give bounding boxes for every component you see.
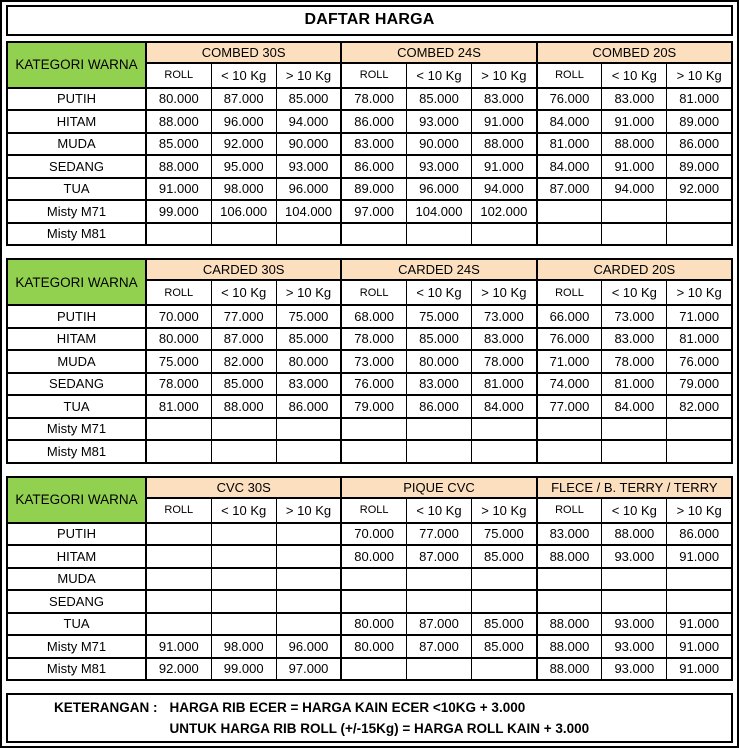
table-row xyxy=(7,178,732,201)
subheader-cell: ROLL xyxy=(537,280,602,305)
price-cell: 91.000 xyxy=(146,635,211,658)
subheader-cell: > 10 Kg xyxy=(667,498,732,523)
price-cell xyxy=(667,200,732,223)
price-cell: 87.000 xyxy=(537,178,602,201)
price-cell: 85.000 xyxy=(472,545,537,568)
price-cell: 80.000 xyxy=(276,350,341,373)
price-cell: 94.000 xyxy=(602,178,667,201)
price-cell xyxy=(146,568,211,591)
subheader-cell: > 10 Kg xyxy=(667,280,732,305)
price-cell: 83.000 xyxy=(602,88,667,111)
price-cell xyxy=(472,590,537,613)
price-cell: 91.000 xyxy=(602,110,667,133)
price-cell xyxy=(276,568,341,591)
subheader-cell: > 10 Kg xyxy=(472,280,537,305)
subheader-cell: ROLL xyxy=(341,280,406,305)
price-cell: 81.000 xyxy=(146,395,211,418)
price-cell: 92.000 xyxy=(211,133,276,156)
price-cell: 70.000 xyxy=(341,523,406,546)
color-category-label: HITAM xyxy=(7,328,146,351)
price-cell xyxy=(602,440,667,463)
price-cell: 104.000 xyxy=(406,200,471,223)
price-table-combed xyxy=(6,41,733,247)
price-cell xyxy=(602,223,667,246)
price-cell xyxy=(406,658,471,681)
price-cell: 93.000 xyxy=(602,658,667,681)
price-cell: 89.000 xyxy=(667,155,732,178)
price-cell xyxy=(276,590,341,613)
price-cell xyxy=(341,223,406,246)
table-row xyxy=(7,305,732,328)
price-cell: 66.000 xyxy=(537,305,602,328)
price-cell: 83.000 xyxy=(406,373,471,396)
price-cell xyxy=(146,523,211,546)
price-cell: 79.000 xyxy=(667,373,732,396)
price-cell: 75.000 xyxy=(472,523,537,546)
category-header-cell: KATEGORI WARNA xyxy=(7,42,146,88)
price-cell: 91.000 xyxy=(146,178,211,201)
price-cell: 102.000 xyxy=(472,200,537,223)
price-table xyxy=(6,41,733,247)
price-cell: 79.000 xyxy=(341,395,406,418)
price-cell: 81.000 xyxy=(472,373,537,396)
price-cell: 70.000 xyxy=(146,305,211,328)
subheader-cell: > 10 Kg xyxy=(276,498,341,523)
price-cell xyxy=(472,568,537,591)
price-cell xyxy=(537,200,602,223)
table-row xyxy=(7,133,732,156)
price-cell: 83.000 xyxy=(602,328,667,351)
table-row xyxy=(7,110,732,133)
price-cell xyxy=(211,568,276,591)
price-cell xyxy=(341,568,406,591)
price-cell: 88.000 xyxy=(537,635,602,658)
table-row xyxy=(7,223,732,246)
table-row xyxy=(7,395,732,418)
table-row xyxy=(7,440,732,463)
price-cell: 71.000 xyxy=(537,350,602,373)
color-category-label: MUDA xyxy=(7,568,146,591)
subheader-cell: ROLL xyxy=(341,63,406,88)
price-cell: 99.000 xyxy=(211,658,276,681)
price-cell: 77.000 xyxy=(406,523,471,546)
price-cell xyxy=(472,440,537,463)
subheader-cell: > 10 Kg xyxy=(472,63,537,88)
color-category-label: HITAM xyxy=(7,545,146,568)
price-cell: 81.000 xyxy=(537,133,602,156)
price-cell xyxy=(146,613,211,636)
price-cell xyxy=(341,440,406,463)
price-cell: 88.000 xyxy=(146,110,211,133)
notes-label: KETERANGAN : xyxy=(54,700,158,715)
color-category-label: PUTIH xyxy=(7,88,146,111)
price-cell: 97.000 xyxy=(341,200,406,223)
title-box xyxy=(6,5,733,36)
price-cell: 73.000 xyxy=(602,305,667,328)
color-category-label: Misty M81 xyxy=(7,223,146,246)
price-cell: 91.000 xyxy=(667,613,732,636)
subheader-cell: < 10 Kg xyxy=(406,498,471,523)
color-category-label: MUDA xyxy=(7,350,146,373)
table-row xyxy=(7,635,732,658)
price-cell xyxy=(667,590,732,613)
price-cell: 96.000 xyxy=(276,178,341,201)
color-category-label: SEDANG xyxy=(7,373,146,396)
price-cell xyxy=(276,523,341,546)
table-row xyxy=(7,658,732,681)
price-cell: 85.000 xyxy=(276,328,341,351)
price-cell: 94.000 xyxy=(472,178,537,201)
price-cell: 104.000 xyxy=(276,200,341,223)
subheader-cell: > 10 Kg xyxy=(276,63,341,88)
group-header-cell: CVC 30S xyxy=(146,477,341,498)
page-title: DAFTAR HARGA xyxy=(304,11,435,29)
price-cell: 86.000 xyxy=(341,110,406,133)
price-cell: 77.000 xyxy=(211,305,276,328)
table-row xyxy=(7,613,732,636)
price-cell: 92.000 xyxy=(146,658,211,681)
price-cell: 96.000 xyxy=(276,635,341,658)
price-cell: 78.000 xyxy=(341,88,406,111)
price-cell: 88.000 xyxy=(602,133,667,156)
price-cell xyxy=(537,590,602,613)
price-cell xyxy=(602,568,667,591)
group-header-cell: FLECE / B. TERRY / TERRY xyxy=(537,477,732,498)
subheader-cell: > 10 Kg xyxy=(472,498,537,523)
price-cell: 83.000 xyxy=(276,373,341,396)
subheader-cell: < 10 Kg xyxy=(211,498,276,523)
group-header-cell: CARDED 24S xyxy=(341,259,536,280)
price-table xyxy=(6,258,733,464)
price-cell: 76.000 xyxy=(537,328,602,351)
price-cell: 75.000 xyxy=(146,350,211,373)
price-cell: 88.000 xyxy=(146,155,211,178)
price-cell: 88.000 xyxy=(211,395,276,418)
price-cell xyxy=(602,590,667,613)
notes-box xyxy=(6,693,733,743)
price-cell: 93.000 xyxy=(406,110,471,133)
price-cell: 86.000 xyxy=(667,523,732,546)
price-cell: 82.000 xyxy=(667,395,732,418)
group-header-cell: PIQUE CVC xyxy=(341,477,536,498)
price-cell: 86.000 xyxy=(406,395,471,418)
price-cell xyxy=(667,418,732,441)
color-category-label: Misty M81 xyxy=(7,440,146,463)
price-cell: 91.000 xyxy=(667,545,732,568)
price-cell: 71.000 xyxy=(667,305,732,328)
price-cell: 88.000 xyxy=(602,523,667,546)
price-cell: 85.000 xyxy=(146,133,211,156)
group-header-cell: COMBED 30S xyxy=(146,42,341,63)
price-cell: 99.000 xyxy=(146,200,211,223)
price-cell: 84.000 xyxy=(537,110,602,133)
price-cell xyxy=(341,590,406,613)
price-cell: 88.000 xyxy=(537,613,602,636)
price-cell xyxy=(537,223,602,246)
table-row xyxy=(7,88,732,111)
category-header-cell: KATEGORI WARNA xyxy=(7,477,146,523)
price-cell: 80.000 xyxy=(146,328,211,351)
price-cell: 86.000 xyxy=(341,155,406,178)
price-cell: 76.000 xyxy=(341,373,406,396)
price-cell: 89.000 xyxy=(667,110,732,133)
price-cell: 98.000 xyxy=(211,178,276,201)
price-cell xyxy=(146,418,211,441)
price-cell: 85.000 xyxy=(472,635,537,658)
price-cell: 86.000 xyxy=(667,133,732,156)
price-cell xyxy=(276,613,341,636)
price-cell: 87.000 xyxy=(211,88,276,111)
price-cell xyxy=(146,440,211,463)
price-cell: 80.000 xyxy=(341,545,406,568)
price-cell: 90.000 xyxy=(276,133,341,156)
price-cell: 88.000 xyxy=(537,545,602,568)
price-cell: 80.000 xyxy=(146,88,211,111)
color-category-label: TUA xyxy=(7,395,146,418)
price-cell: 76.000 xyxy=(537,88,602,111)
group-header-cell: COMBED 24S xyxy=(341,42,536,63)
color-category-label: Misty M71 xyxy=(7,200,146,223)
color-category-label: SEDANG xyxy=(7,155,146,178)
price-cell xyxy=(276,418,341,441)
price-cell: 85.000 xyxy=(472,613,537,636)
price-cell: 85.000 xyxy=(211,373,276,396)
subheader-cell: < 10 Kg xyxy=(406,280,471,305)
price-cell xyxy=(211,523,276,546)
price-cell: 78.000 xyxy=(341,328,406,351)
subheader-cell: < 10 Kg xyxy=(602,498,667,523)
price-cell: 85.000 xyxy=(406,88,471,111)
price-cell xyxy=(472,418,537,441)
price-cell xyxy=(667,440,732,463)
price-cell: 83.000 xyxy=(472,88,537,111)
price-cell: 87.000 xyxy=(406,613,471,636)
subheader-cell: < 10 Kg xyxy=(602,280,667,305)
price-cell xyxy=(406,440,471,463)
color-category-label: TUA xyxy=(7,613,146,636)
subheader-cell: < 10 Kg xyxy=(211,280,276,305)
note-line: HARGA RIB ECER = HARGA KAIN ECER <10KG + 3.000 xyxy=(169,700,526,715)
subheader-cell: > 10 Kg xyxy=(667,63,732,88)
price-cell xyxy=(146,545,211,568)
price-cell: 80.000 xyxy=(341,635,406,658)
price-cell xyxy=(667,568,732,591)
table-row xyxy=(7,418,732,441)
price-cell: 96.000 xyxy=(406,178,471,201)
price-cell: 85.000 xyxy=(406,328,471,351)
price-cell: 75.000 xyxy=(406,305,471,328)
price-cell xyxy=(406,568,471,591)
price-cell xyxy=(276,223,341,246)
color-category-label: PUTIH xyxy=(7,305,146,328)
price-cell: 91.000 xyxy=(667,658,732,681)
price-cell: 74.000 xyxy=(537,373,602,396)
price-cell: 89.000 xyxy=(341,178,406,201)
price-cell xyxy=(341,658,406,681)
color-category-label: MUDA xyxy=(7,133,146,156)
category-header-cell: KATEGORI WARNA xyxy=(7,259,146,305)
color-category-label: Misty M81 xyxy=(7,658,146,681)
price-cell xyxy=(472,223,537,246)
color-category-label: PUTIH xyxy=(7,523,146,546)
subheader-cell: > 10 Kg xyxy=(276,280,341,305)
table-row xyxy=(7,523,732,546)
price-cell xyxy=(537,418,602,441)
price-cell: 91.000 xyxy=(667,635,732,658)
price-cell: 84.000 xyxy=(472,395,537,418)
price-cell xyxy=(211,545,276,568)
price-cell: 80.000 xyxy=(406,350,471,373)
price-cell xyxy=(406,418,471,441)
price-cell: 93.000 xyxy=(602,545,667,568)
price-cell: 73.000 xyxy=(472,305,537,328)
price-cell xyxy=(211,418,276,441)
color-category-label: TUA xyxy=(7,178,146,201)
price-cell: 94.000 xyxy=(276,110,341,133)
table-row xyxy=(7,568,732,591)
price-cell: 83.000 xyxy=(472,328,537,351)
price-cell: 81.000 xyxy=(667,88,732,111)
price-table xyxy=(6,476,733,682)
price-cell: 93.000 xyxy=(276,155,341,178)
price-cell: 86.000 xyxy=(276,395,341,418)
table-row xyxy=(7,155,732,178)
subheader-cell: ROLL xyxy=(341,498,406,523)
price-cell: 91.000 xyxy=(472,110,537,133)
price-cell: 84.000 xyxy=(602,395,667,418)
price-cell: 81.000 xyxy=(667,328,732,351)
price-table-cvc xyxy=(6,476,733,682)
price-cell xyxy=(276,440,341,463)
color-category-label: SEDANG xyxy=(7,590,146,613)
color-category-label: Misty M71 xyxy=(7,635,146,658)
color-category-label: Misty M71 xyxy=(7,418,146,441)
price-cell: 80.000 xyxy=(341,613,406,636)
price-cell xyxy=(406,223,471,246)
table-row xyxy=(7,373,732,396)
price-cell: 96.000 xyxy=(211,110,276,133)
price-cell: 81.000 xyxy=(602,373,667,396)
price-cell: 87.000 xyxy=(211,328,276,351)
group-header-cell: COMBED 20S xyxy=(537,42,732,63)
price-cell: 87.000 xyxy=(406,635,471,658)
price-cell xyxy=(537,440,602,463)
table-row xyxy=(7,328,732,351)
price-cell: 93.000 xyxy=(602,635,667,658)
price-cell: 93.000 xyxy=(406,155,471,178)
price-cell: 90.000 xyxy=(406,133,471,156)
subheader-cell: < 10 Kg xyxy=(406,63,471,88)
price-cell xyxy=(537,568,602,591)
price-cell xyxy=(602,418,667,441)
group-header-cell: CARDED 30S xyxy=(146,259,341,280)
subheader-cell: ROLL xyxy=(537,63,602,88)
color-category-label: HITAM xyxy=(7,110,146,133)
price-cell xyxy=(211,613,276,636)
price-cell: 87.000 xyxy=(406,545,471,568)
price-cell xyxy=(602,200,667,223)
subheader-cell: ROLL xyxy=(537,498,602,523)
group-header-cell: CARDED 20S xyxy=(537,259,732,280)
price-cell: 83.000 xyxy=(341,133,406,156)
price-cell: 97.000 xyxy=(276,658,341,681)
price-cell: 91.000 xyxy=(472,155,537,178)
table-row xyxy=(7,200,732,223)
subheader-cell: < 10 Kg xyxy=(211,63,276,88)
price-cell: 84.000 xyxy=(537,155,602,178)
price-cell: 78.000 xyxy=(472,350,537,373)
price-cell: 88.000 xyxy=(537,658,602,681)
table-row xyxy=(7,350,732,373)
price-cell xyxy=(211,440,276,463)
price-cell xyxy=(406,590,471,613)
price-cell: 82.000 xyxy=(211,350,276,373)
price-cell: 106.000 xyxy=(211,200,276,223)
table-row xyxy=(7,590,732,613)
note-line: UNTUK HARGA RIB ROLL (+/-15Kg) = HARGA ROLL KAIN + 3.000 xyxy=(169,721,590,736)
price-table-carded xyxy=(6,258,733,464)
notes-lines xyxy=(170,699,590,738)
price-cell: 75.000 xyxy=(276,305,341,328)
subheader-cell: ROLL xyxy=(146,63,211,88)
price-cell xyxy=(211,590,276,613)
price-cell: 77.000 xyxy=(537,395,602,418)
price-cell xyxy=(146,223,211,246)
price-cell: 98.000 xyxy=(211,635,276,658)
price-cell xyxy=(276,545,341,568)
price-cell xyxy=(146,590,211,613)
price-cell xyxy=(341,418,406,441)
price-cell xyxy=(667,223,732,246)
price-cell: 93.000 xyxy=(602,613,667,636)
price-cell: 95.000 xyxy=(211,155,276,178)
price-cell: 88.000 xyxy=(472,133,537,156)
subheader-cell: < 10 Kg xyxy=(602,63,667,88)
price-cell xyxy=(211,223,276,246)
price-cell: 83.000 xyxy=(537,523,602,546)
subheader-cell: ROLL xyxy=(146,498,211,523)
price-cell: 78.000 xyxy=(146,373,211,396)
price-cell: 85.000 xyxy=(276,88,341,111)
price-cell: 68.000 xyxy=(341,305,406,328)
table-row xyxy=(7,545,732,568)
price-cell: 92.000 xyxy=(667,178,732,201)
price-cell: 78.000 xyxy=(602,350,667,373)
price-cell: 76.000 xyxy=(667,350,732,373)
price-cell xyxy=(472,658,537,681)
price-cell: 91.000 xyxy=(602,155,667,178)
subheader-cell: ROLL xyxy=(146,280,211,305)
price-cell: 73.000 xyxy=(341,350,406,373)
